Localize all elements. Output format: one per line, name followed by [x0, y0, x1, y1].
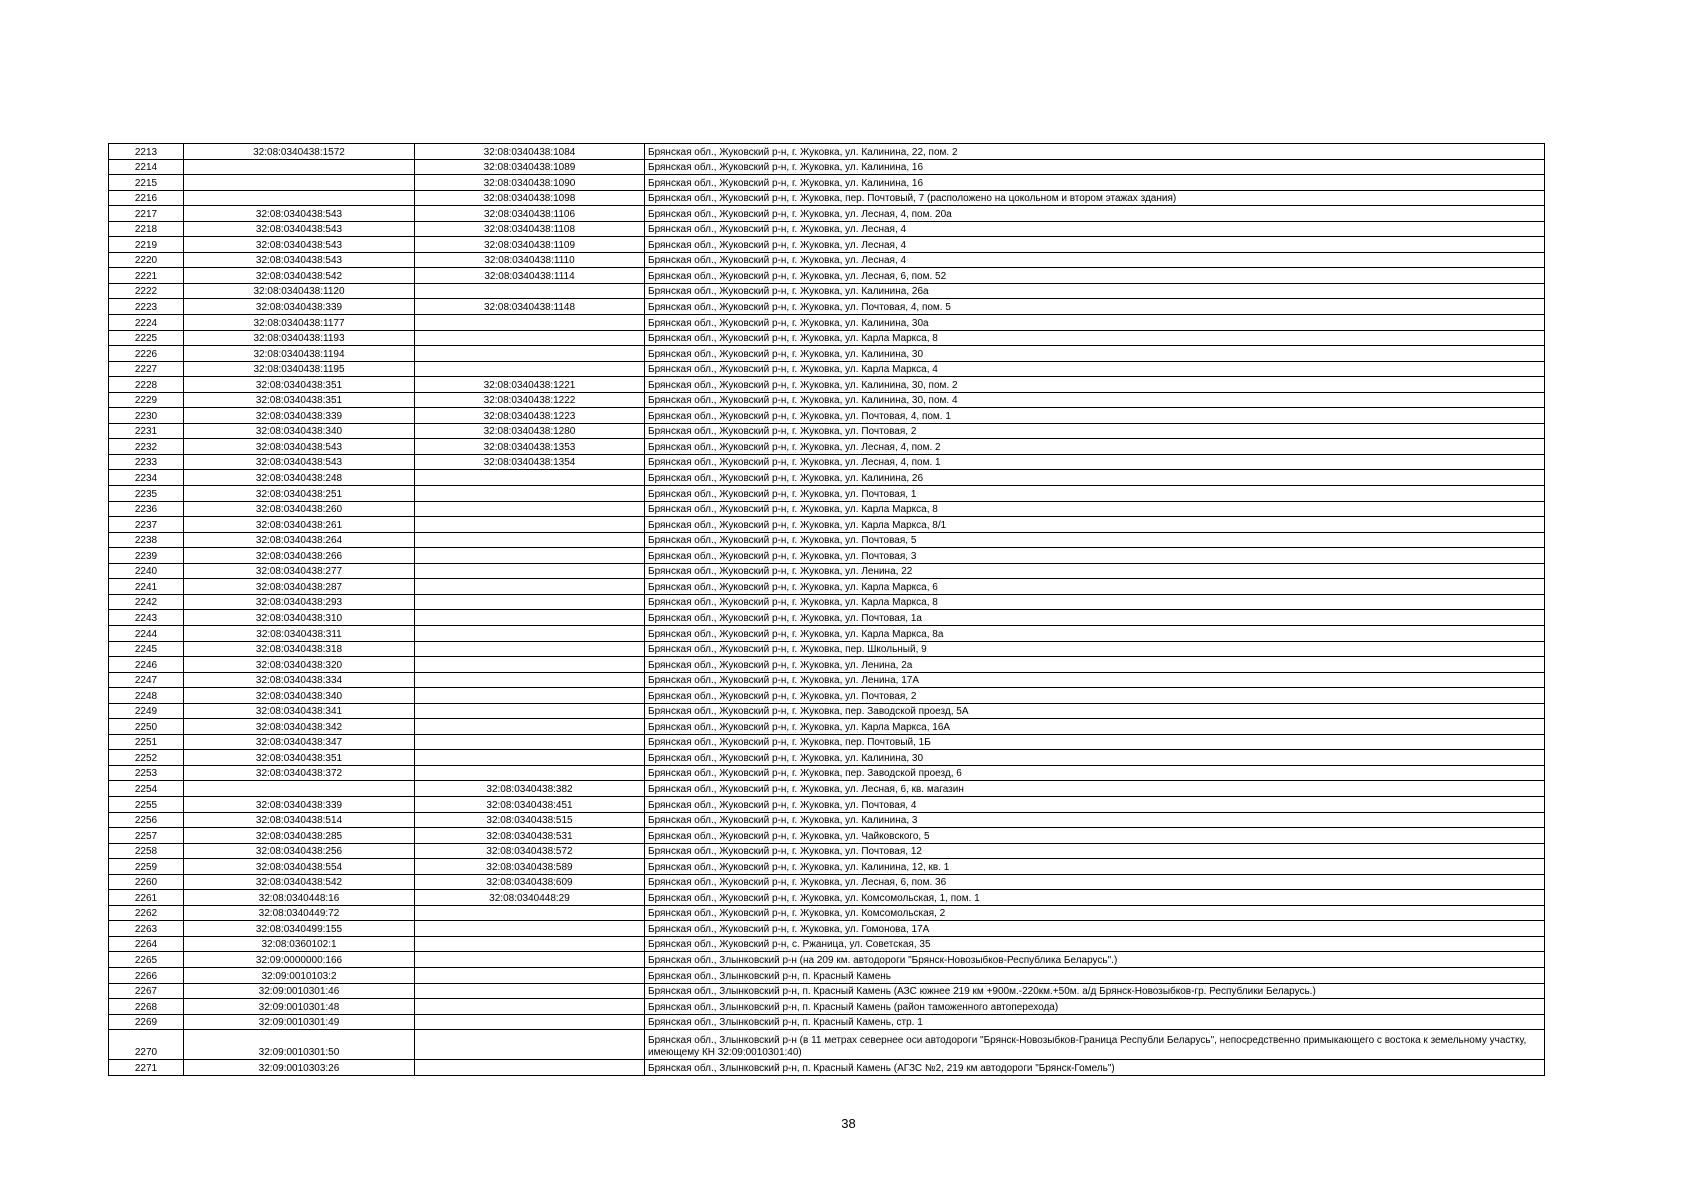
row-number-cell: 2251: [109, 734, 184, 750]
cadastral-number-cell: 32:09:0010303:26: [184, 1060, 415, 1076]
address-cell: Брянская обл., Жуковский р-н, г. Жуковка, ул. Карла Маркса, 8: [645, 330, 1545, 346]
object-number-cell: 32:08:0340438:1108: [415, 221, 645, 237]
cadastral-number-cell: 32:09:0000000:166: [184, 952, 415, 968]
cadastral-number-cell: 32:08:0340438:339: [184, 796, 415, 812]
row-number-cell: 2261: [109, 890, 184, 906]
table-row: [109, 905, 1545, 921]
row-number-cell: 2217: [109, 206, 184, 222]
row-number-cell: 2219: [109, 237, 184, 253]
table-row: [109, 346, 1545, 362]
row-number-cell: 2231: [109, 423, 184, 439]
object-number-cell: [415, 330, 645, 346]
table-row: [109, 144, 1545, 160]
row-number-cell: 2237: [109, 517, 184, 533]
table-row: [109, 579, 1545, 595]
table-row: [109, 423, 1545, 439]
object-number-cell: 32:08:0340438:1106: [415, 206, 645, 222]
cadastral-number-cell: 32:08:0340438:248: [184, 470, 415, 486]
table-row: [109, 921, 1545, 937]
address-cell: Брянская обл., Жуковский р-н, г. Жуковка, ул. Карла Маркса, 8/1: [645, 517, 1545, 533]
cadastral-number-cell: 32:08:0340438:543: [184, 206, 415, 222]
object-number-cell: 32:08:0340438:1114: [415, 268, 645, 284]
row-number-cell: 2232: [109, 439, 184, 455]
cadastral-number-cell: 32:09:0010301:48: [184, 999, 415, 1015]
row-number-cell: 2259: [109, 859, 184, 875]
object-number-cell: 32:08:0340438:1223: [415, 408, 645, 424]
object-number-cell: [415, 548, 645, 564]
table-row: [109, 206, 1545, 222]
row-number-cell: 2268: [109, 999, 184, 1015]
object-number-cell: 32:08:0340438:451: [415, 796, 645, 812]
address-cell: Брянская обл., Жуковский р-н, г. Жуковка, ул. Гомонова, 17А: [645, 921, 1545, 937]
cadastral-number-cell: 32:08:0340438:1177: [184, 315, 415, 331]
table-row: [109, 175, 1545, 191]
object-number-cell: [415, 594, 645, 610]
address-cell: Брянская обл., Жуковский р-н, г. Жуковка, ул. Почтовая, 1а: [645, 610, 1545, 626]
table-row: [109, 454, 1545, 470]
table-row: [109, 859, 1545, 875]
address-cell: Брянская обл., Жуковский р-н, г. Жуковка, ул. Лесная, 4, пом. 2: [645, 439, 1545, 455]
object-number-cell: [415, 283, 645, 299]
cadastral-number-cell: 32:08:0340438:554: [184, 859, 415, 875]
cadastral-table: [108, 143, 1545, 1076]
object-number-cell: [415, 905, 645, 921]
address-cell: Брянская обл., Жуковский р-н, г. Жуковка, ул. Калинина, 16: [645, 175, 1545, 191]
cadastral-number-cell: [184, 159, 415, 175]
address-cell: Брянская обл., Жуковский р-н, г. Жуковка, ул. Лесная, 4, пом. 1: [645, 454, 1545, 470]
table-row: [109, 315, 1545, 331]
address-cell: Брянская обл., Жуковский р-н, г. Жуковка, ул. Калинина, 3: [645, 812, 1545, 828]
object-number-cell: [415, 719, 645, 735]
row-number-cell: 2229: [109, 392, 184, 408]
address-cell: Брянская обл., Жуковский р-н, г. Жуковка, ул. Калинина, 26а: [645, 283, 1545, 299]
cadastral-number-cell: 32:08:0340438:311: [184, 625, 415, 641]
address-cell: Брянская обл., Злынковский р-н, п. Красный Камень: [645, 967, 1545, 983]
object-number-cell: 32:08:0340438:1109: [415, 237, 645, 253]
row-number-cell: 2256: [109, 812, 184, 828]
address-cell: Брянская обл., Жуковский р-н, г. Жуковка, ул. Карла Маркса, 8: [645, 594, 1545, 610]
address-cell: Брянская обл., Злынковский р-н, п. Красный Камень (АГЗС №2, 219 км автодороги "Брянск-Гомель"): [645, 1060, 1545, 1076]
object-number-cell: [415, 470, 645, 486]
table-row: [109, 283, 1545, 299]
cadastral-number-cell: 32:08:0340438:339: [184, 299, 415, 315]
table-row: [109, 967, 1545, 983]
cadastral-number-cell: 32:08:0340438:261: [184, 517, 415, 533]
object-number-cell: [415, 1014, 645, 1030]
row-number-cell: 2222: [109, 283, 184, 299]
row-number-cell: 2270: [109, 1030, 184, 1060]
address-cell: Брянская обл., Жуковский р-н, г. Жуковка, ул. Лесная, 6, кв. магазин: [645, 781, 1545, 797]
address-cell: Брянская обл., Жуковский р-н, г. Жуковка, ул. Почтовая, 3: [645, 548, 1545, 564]
table-row: [109, 812, 1545, 828]
address-cell: Брянская обл., Жуковский р-н, г. Жуковка, ул. Комсомольская, 1, пом. 1: [645, 890, 1545, 906]
object-number-cell: 32:08:0340438:1110: [415, 252, 645, 268]
address-cell: Брянская обл., Жуковский р-н, г. Жуковка, ул. Калинина, 30: [645, 346, 1545, 362]
table-row: [109, 781, 1545, 797]
cadastral-number-cell: 32:08:0340438:351: [184, 377, 415, 393]
object-number-cell: 32:08:0340438:1148: [415, 299, 645, 315]
row-number-cell: 2267: [109, 983, 184, 999]
object-number-cell: [415, 625, 645, 641]
cadastral-number-cell: 32:09:0010103:2: [184, 967, 415, 983]
address-cell: Брянская обл., Жуковский р-н, г. Жуковка, ул. Ленина, 2а: [645, 657, 1545, 673]
row-number-cell: 2220: [109, 252, 184, 268]
address-cell: Брянская обл., Жуковский р-н, с. Ржаница, ул. Советская, 35: [645, 936, 1545, 952]
cadastral-number-cell: 32:08:0340438:340: [184, 423, 415, 439]
address-cell: Брянская обл., Жуковский р-н, г. Жуковка, ул. Почтовая, 2: [645, 688, 1545, 704]
row-number-cell: 2230: [109, 408, 184, 424]
row-number-cell: 2228: [109, 377, 184, 393]
row-number-cell: 2257: [109, 828, 184, 844]
row-number-cell: 2244: [109, 625, 184, 641]
page-number: 38: [841, 1116, 856, 1131]
table-row: [109, 268, 1545, 284]
address-cell: Брянская обл., Злынковский р-н, п. Красный Камень, стр. 1: [645, 1014, 1545, 1030]
table-row: [109, 890, 1545, 906]
row-number-cell: 2223: [109, 299, 184, 315]
table-row: [109, 796, 1545, 812]
table-row: [109, 237, 1545, 253]
table-row: [109, 625, 1545, 641]
address-cell: Брянская обл., Жуковский р-н, г. Жуковка, ул. Карла Маркса, 4: [645, 361, 1545, 377]
table-row: [109, 765, 1545, 781]
row-number-cell: 2253: [109, 765, 184, 781]
cadastral-number-cell: 32:08:0340438:339: [184, 408, 415, 424]
table-row: [109, 330, 1545, 346]
cadastral-number-cell: 32:08:0340438:543: [184, 237, 415, 253]
object-number-cell: [415, 486, 645, 502]
object-number-cell: 32:08:0340438:1353: [415, 439, 645, 455]
row-number-cell: 2263: [109, 921, 184, 937]
cadastral-number-cell: 32:09:0010301:49: [184, 1014, 415, 1030]
table-row: [109, 361, 1545, 377]
cadastral-number-cell: 32:08:0340438:293: [184, 594, 415, 610]
cadastral-number-cell: 32:08:0340438:542: [184, 268, 415, 284]
row-number-cell: 2245: [109, 641, 184, 657]
object-number-cell: [415, 610, 645, 626]
cadastral-number-cell: 32:08:0340438:340: [184, 688, 415, 704]
cadastral-number-cell: 32:08:0340438:542: [184, 874, 415, 890]
table-row: [109, 719, 1545, 735]
table-row: [109, 548, 1545, 564]
cadastral-number-cell: 32:08:0340438:351: [184, 750, 415, 766]
address-cell: Брянская обл., Жуковский р-н, г. Жуковка, ул. Карла Маркса, 6: [645, 579, 1545, 595]
cadastral-number-cell: 32:09:0010301:46: [184, 983, 415, 999]
row-number-cell: 2226: [109, 346, 184, 362]
row-number-cell: 2249: [109, 703, 184, 719]
address-cell: Брянская обл., Жуковский р-н, г. Жуковка, ул. Почтовая, 4, пом. 5: [645, 299, 1545, 315]
address-cell: Брянская обл., Жуковский р-н, г. Жуковка, ул. Лесная, 4: [645, 252, 1545, 268]
address-cell: Брянская обл., Жуковский р-н, г. Жуковка, ул. Карла Маркса, 8а: [645, 625, 1545, 641]
row-number-cell: 2271: [109, 1060, 184, 1076]
address-cell: Брянская обл., Жуковский р-н, г. Жуковка, ул. Лесная, 4: [645, 237, 1545, 253]
table-row: [109, 377, 1545, 393]
address-cell: Брянская обл., Жуковский р-н, г. Жуковка, ул. Калинина, 22, пом. 2: [645, 144, 1545, 160]
table-row: [109, 563, 1545, 579]
object-number-cell: [415, 579, 645, 595]
cadastral-number-cell: 32:08:0340438:342: [184, 719, 415, 735]
row-number-cell: 2250: [109, 719, 184, 735]
table-row: [109, 703, 1545, 719]
address-cell: Брянская обл., Жуковский р-н, г. Жуковка, ул. Чайковского, 5: [645, 828, 1545, 844]
cadastral-number-cell: 32:08:0340438:1120: [184, 283, 415, 299]
table-row: [109, 252, 1545, 268]
address-cell: Брянская обл., Жуковский р-н, г. Жуковка, ул. Почтовая, 1: [645, 486, 1545, 502]
address-cell: Брянская обл., Жуковский р-н, г. Жуковка, ул. Калинина, 12, кв. 1: [645, 859, 1545, 875]
cadastral-number-cell: 32:08:0340438:543: [184, 221, 415, 237]
object-number-cell: [415, 952, 645, 968]
row-number-cell: 2240: [109, 563, 184, 579]
object-number-cell: [415, 1030, 645, 1060]
address-cell: Брянская обл., Жуковский р-н, г. Жуковка, ул. Почтовая, 2: [645, 423, 1545, 439]
table-row: [109, 843, 1545, 859]
table-row: [109, 657, 1545, 673]
row-number-cell: 2254: [109, 781, 184, 797]
cadastral-number-cell: 32:08:0340438:1572: [184, 144, 415, 160]
cadastral-number-cell: 32:08:0340448:16: [184, 890, 415, 906]
table-row: [109, 1030, 1545, 1060]
table-row: [109, 1060, 1545, 1076]
cadastral-number-cell: 32:08:0340438:341: [184, 703, 415, 719]
cadastral-number-cell: 32:08:0340438:256: [184, 843, 415, 859]
address-cell: Брянская обл., Злынковский р-н (в 11 метрах севернее оси автодороги "Брянск-Новозыбков-Граница Республи Беларусь", непосредственно примыкающего с востока к земельному участку, имеющему КН 32:09:0010301:40): [645, 1030, 1545, 1060]
address-cell: Брянская обл., Злынковский р-н (на 209 км. автодороги "Брянск-Новозыбков-Республика Беларусь".): [645, 952, 1545, 968]
object-number-cell: [415, 688, 645, 704]
row-number-cell: 2241: [109, 579, 184, 595]
address-cell: Брянская обл., Жуковский р-н, г. Жуковка, ул. Калинина, 16: [645, 159, 1545, 175]
table-row: [109, 470, 1545, 486]
cadastral-number-cell: 32:08:0340438:285: [184, 828, 415, 844]
cadastral-number-cell: 32:08:0340438:277: [184, 563, 415, 579]
object-number-cell: 32:08:0340438:1280: [415, 423, 645, 439]
address-cell: Брянская обл., Жуковский р-н, г. Жуковка, ул. Почтовая, 4: [645, 796, 1545, 812]
table-row: [109, 688, 1545, 704]
object-number-cell: [415, 936, 645, 952]
object-number-cell: [415, 346, 645, 362]
object-number-cell: 32:08:0340438:1221: [415, 377, 645, 393]
row-number-cell: 2236: [109, 501, 184, 517]
object-number-cell: [415, 501, 645, 517]
object-number-cell: [415, 967, 645, 983]
row-number-cell: 2269: [109, 1014, 184, 1030]
cadastral-number-cell: 32:08:0340499:155: [184, 921, 415, 937]
row-number-cell: 2215: [109, 175, 184, 191]
cadastral-number-cell: 32:08:0340438:543: [184, 252, 415, 268]
table-row: [109, 486, 1545, 502]
row-number-cell: 2252: [109, 750, 184, 766]
object-number-cell: [415, 983, 645, 999]
table-row: [109, 190, 1545, 206]
address-cell: Брянская обл., Жуковский р-н, г. Жуковка, ул. Лесная, 4, пом. 20а: [645, 206, 1545, 222]
row-number-cell: 2255: [109, 796, 184, 812]
row-number-cell: 2248: [109, 688, 184, 704]
object-number-cell: 32:08:0340438:531: [415, 828, 645, 844]
table-body: [109, 144, 1545, 1076]
row-number-cell: 2214: [109, 159, 184, 175]
cadastral-number-cell: 32:08:0340438:266: [184, 548, 415, 564]
cadastral-number-cell: 32:08:0340438:320: [184, 657, 415, 673]
object-number-cell: [415, 517, 645, 533]
cadastral-number-cell: 32:08:0340438:351: [184, 392, 415, 408]
address-cell: Брянская обл., Жуковский р-н, г. Жуковка, ул. Калинина, 26: [645, 470, 1545, 486]
object-number-cell: 32:08:0340438:1354: [415, 454, 645, 470]
address-cell: Брянская обл., Жуковский р-н, г. Жуковка, пер. Почтовый, 7 (расположено на цокольном и втором этажах здания): [645, 190, 1545, 206]
address-cell: Брянская обл., Жуковский р-н, г. Жуковка, ул. Лесная, 6, пом. 52: [645, 268, 1545, 284]
row-number-cell: 2233: [109, 454, 184, 470]
table-row: [109, 983, 1545, 999]
object-number-cell: 32:08:0340438:1089: [415, 159, 645, 175]
cadastral-number-cell: [184, 175, 415, 191]
address-cell: Брянская обл., Жуковский р-н, г. Жуковка, ул. Калинина, 30, пом. 2: [645, 377, 1545, 393]
address-cell: Брянская обл., Жуковский р-н, г. Жуковка, ул. Почтовая, 4, пом. 1: [645, 408, 1545, 424]
cadastral-number-cell: 32:08:0340438:1193: [184, 330, 415, 346]
object-number-cell: 32:08:0340448:29: [415, 890, 645, 906]
cadastral-number-cell: 32:08:0360102:1: [184, 936, 415, 952]
object-number-cell: [415, 703, 645, 719]
row-number-cell: 2227: [109, 361, 184, 377]
object-number-cell: [415, 750, 645, 766]
table-row: [109, 221, 1545, 237]
cadastral-number-cell: 32:08:0340438:1195: [184, 361, 415, 377]
object-number-cell: [415, 765, 645, 781]
row-number-cell: 2221: [109, 268, 184, 284]
table-row: [109, 392, 1545, 408]
object-number-cell: [415, 532, 645, 548]
row-number-cell: 2234: [109, 470, 184, 486]
table-row: [109, 532, 1545, 548]
row-number-cell: 2247: [109, 672, 184, 688]
table-row: [109, 641, 1545, 657]
row-number-cell: 2213: [109, 144, 184, 160]
cadastral-number-cell: 32:08:0340438:543: [184, 439, 415, 455]
cadastral-number-cell: 32:08:0340438:514: [184, 812, 415, 828]
object-number-cell: 32:08:0340438:1098: [415, 190, 645, 206]
address-cell: Брянская обл., Жуковский р-н, г. Жуковка, пер. Заводской проезд, 5А: [645, 703, 1545, 719]
address-cell: Брянская обл., Жуковский р-н, г. Жуковка, ул. Почтовая, 12: [645, 843, 1545, 859]
table-row: [109, 999, 1545, 1015]
row-number-cell: 2264: [109, 936, 184, 952]
object-number-cell: [415, 1060, 645, 1076]
row-number-cell: 2262: [109, 905, 184, 921]
object-number-cell: 32:08:0340438:1084: [415, 144, 645, 160]
table-row: [109, 517, 1545, 533]
cadastral-number-cell: 32:08:0340438:260: [184, 501, 415, 517]
object-number-cell: [415, 999, 645, 1015]
address-cell: Брянская обл., Жуковский р-н, г. Жуковка, ул. Калинина, 30, пом. 4: [645, 392, 1545, 408]
row-number-cell: 2225: [109, 330, 184, 346]
table-row: [109, 828, 1545, 844]
table-row: [109, 439, 1545, 455]
table-row: [109, 408, 1545, 424]
row-number-cell: 2246: [109, 657, 184, 673]
table-row: [109, 672, 1545, 688]
address-cell: Брянская обл., Злынковский р-н, п. Красный Камень (АЗС южнее 219 км +900м.-220км.+50м. а/д Брянск-Новозыбков-гр. Республики Беларусь.): [645, 983, 1545, 999]
cadastral-number-cell: [184, 781, 415, 797]
cadastral-number-cell: 32:09:0010301:50: [184, 1030, 415, 1060]
object-number-cell: 32:08:0340438:1090: [415, 175, 645, 191]
address-cell: Брянская обл., Жуковский р-н, г. Жуковка, ул. Ленина, 17А: [645, 672, 1545, 688]
cadastral-number-cell: 32:08:0340438:543: [184, 454, 415, 470]
address-cell: Брянская обл., Жуковский р-н, г. Жуковка, ул. Лесная, 6, пом. 36: [645, 874, 1545, 890]
cadastral-number-cell: 32:08:0340438:264: [184, 532, 415, 548]
table-row: [109, 936, 1545, 952]
cadastral-number-cell: 32:08:0340438:1194: [184, 346, 415, 362]
table-row: [109, 874, 1545, 890]
object-number-cell: 32:08:0340438:589: [415, 859, 645, 875]
address-cell: Брянская обл., Жуковский р-н, г. Жуковка, ул. Калинина, 30: [645, 750, 1545, 766]
object-number-cell: [415, 734, 645, 750]
table-row: [109, 594, 1545, 610]
row-number-cell: 2258: [109, 843, 184, 859]
table-row: [109, 750, 1545, 766]
object-number-cell: [415, 563, 645, 579]
object-number-cell: [415, 657, 645, 673]
cadastral-number-cell: 32:08:0340438:347: [184, 734, 415, 750]
row-number-cell: 2238: [109, 532, 184, 548]
cadastral-number-cell: 32:08:0340438:318: [184, 641, 415, 657]
table-row: [109, 1014, 1545, 1030]
row-number-cell: 2260: [109, 874, 184, 890]
address-cell: Брянская обл., Жуковский р-н, г. Жуковка, ул. Почтовая, 5: [645, 532, 1545, 548]
address-cell: Брянская обл., Жуковский р-н, г. Жуковка, ул. Калинина, 30а: [645, 315, 1545, 331]
address-cell: Брянская обл., Жуковский р-н, г. Жуковка, ул. Карла Маркса, 16А: [645, 719, 1545, 735]
cadastral-number-cell: [184, 190, 415, 206]
address-cell: Брянская обл., Жуковский р-н, г. Жуковка, ул. Лесная, 4: [645, 221, 1545, 237]
row-number-cell: 2243: [109, 610, 184, 626]
cadastral-number-cell: 32:08:0340438:251: [184, 486, 415, 502]
address-cell: Брянская обл., Жуковский р-н, г. Жуковка, пер. Почтовый, 1Б: [645, 734, 1545, 750]
cadastral-number-cell: 32:08:0340449:72: [184, 905, 415, 921]
table-row: [109, 501, 1545, 517]
address-cell: Брянская обл., Жуковский р-н, г. Жуковка, пер. Школьный, 9: [645, 641, 1545, 657]
object-number-cell: [415, 672, 645, 688]
object-number-cell: 32:08:0340438:572: [415, 843, 645, 859]
row-number-cell: 2239: [109, 548, 184, 564]
object-number-cell: [415, 361, 645, 377]
row-number-cell: 2224: [109, 315, 184, 331]
row-number-cell: 2218: [109, 221, 184, 237]
address-cell: Брянская обл., Жуковский р-н, г. Жуковка, ул. Ленина, 22: [645, 563, 1545, 579]
address-cell: Брянская обл., Жуковский р-н, г. Жуковка, ул. Карла Маркса, 8: [645, 501, 1545, 517]
table-row: [109, 734, 1545, 750]
table-row: [109, 952, 1545, 968]
object-number-cell: 32:08:0340438:609: [415, 874, 645, 890]
row-number-cell: 2266: [109, 967, 184, 983]
table-row: [109, 610, 1545, 626]
object-number-cell: 32:08:0340438:382: [415, 781, 645, 797]
object-number-cell: 32:08:0340438:515: [415, 812, 645, 828]
table-row: [109, 299, 1545, 315]
address-cell: Брянская обл., Злынковский р-н, п. Красный Камень (район таможенного автоперехода): [645, 999, 1545, 1015]
address-cell: Брянская обл., Жуковский р-н, г. Жуковка, ул. Комсомольская, 2: [645, 905, 1545, 921]
cadastral-number-cell: 32:08:0340438:310: [184, 610, 415, 626]
cadastral-number-cell: 32:08:0340438:287: [184, 579, 415, 595]
table-row: [109, 159, 1545, 175]
address-cell: Брянская обл., Жуковский р-н, г. Жуковка, пер. Заводской проезд, 6: [645, 765, 1545, 781]
row-number-cell: 2265: [109, 952, 184, 968]
object-number-cell: [415, 921, 645, 937]
row-number-cell: 2216: [109, 190, 184, 206]
object-number-cell: [415, 315, 645, 331]
object-number-cell: [415, 641, 645, 657]
cadastral-number-cell: 32:08:0340438:372: [184, 765, 415, 781]
row-number-cell: 2235: [109, 486, 184, 502]
cadastral-number-cell: 32:08:0340438:334: [184, 672, 415, 688]
object-number-cell: 32:08:0340438:1222: [415, 392, 645, 408]
row-number-cell: 2242: [109, 594, 184, 610]
